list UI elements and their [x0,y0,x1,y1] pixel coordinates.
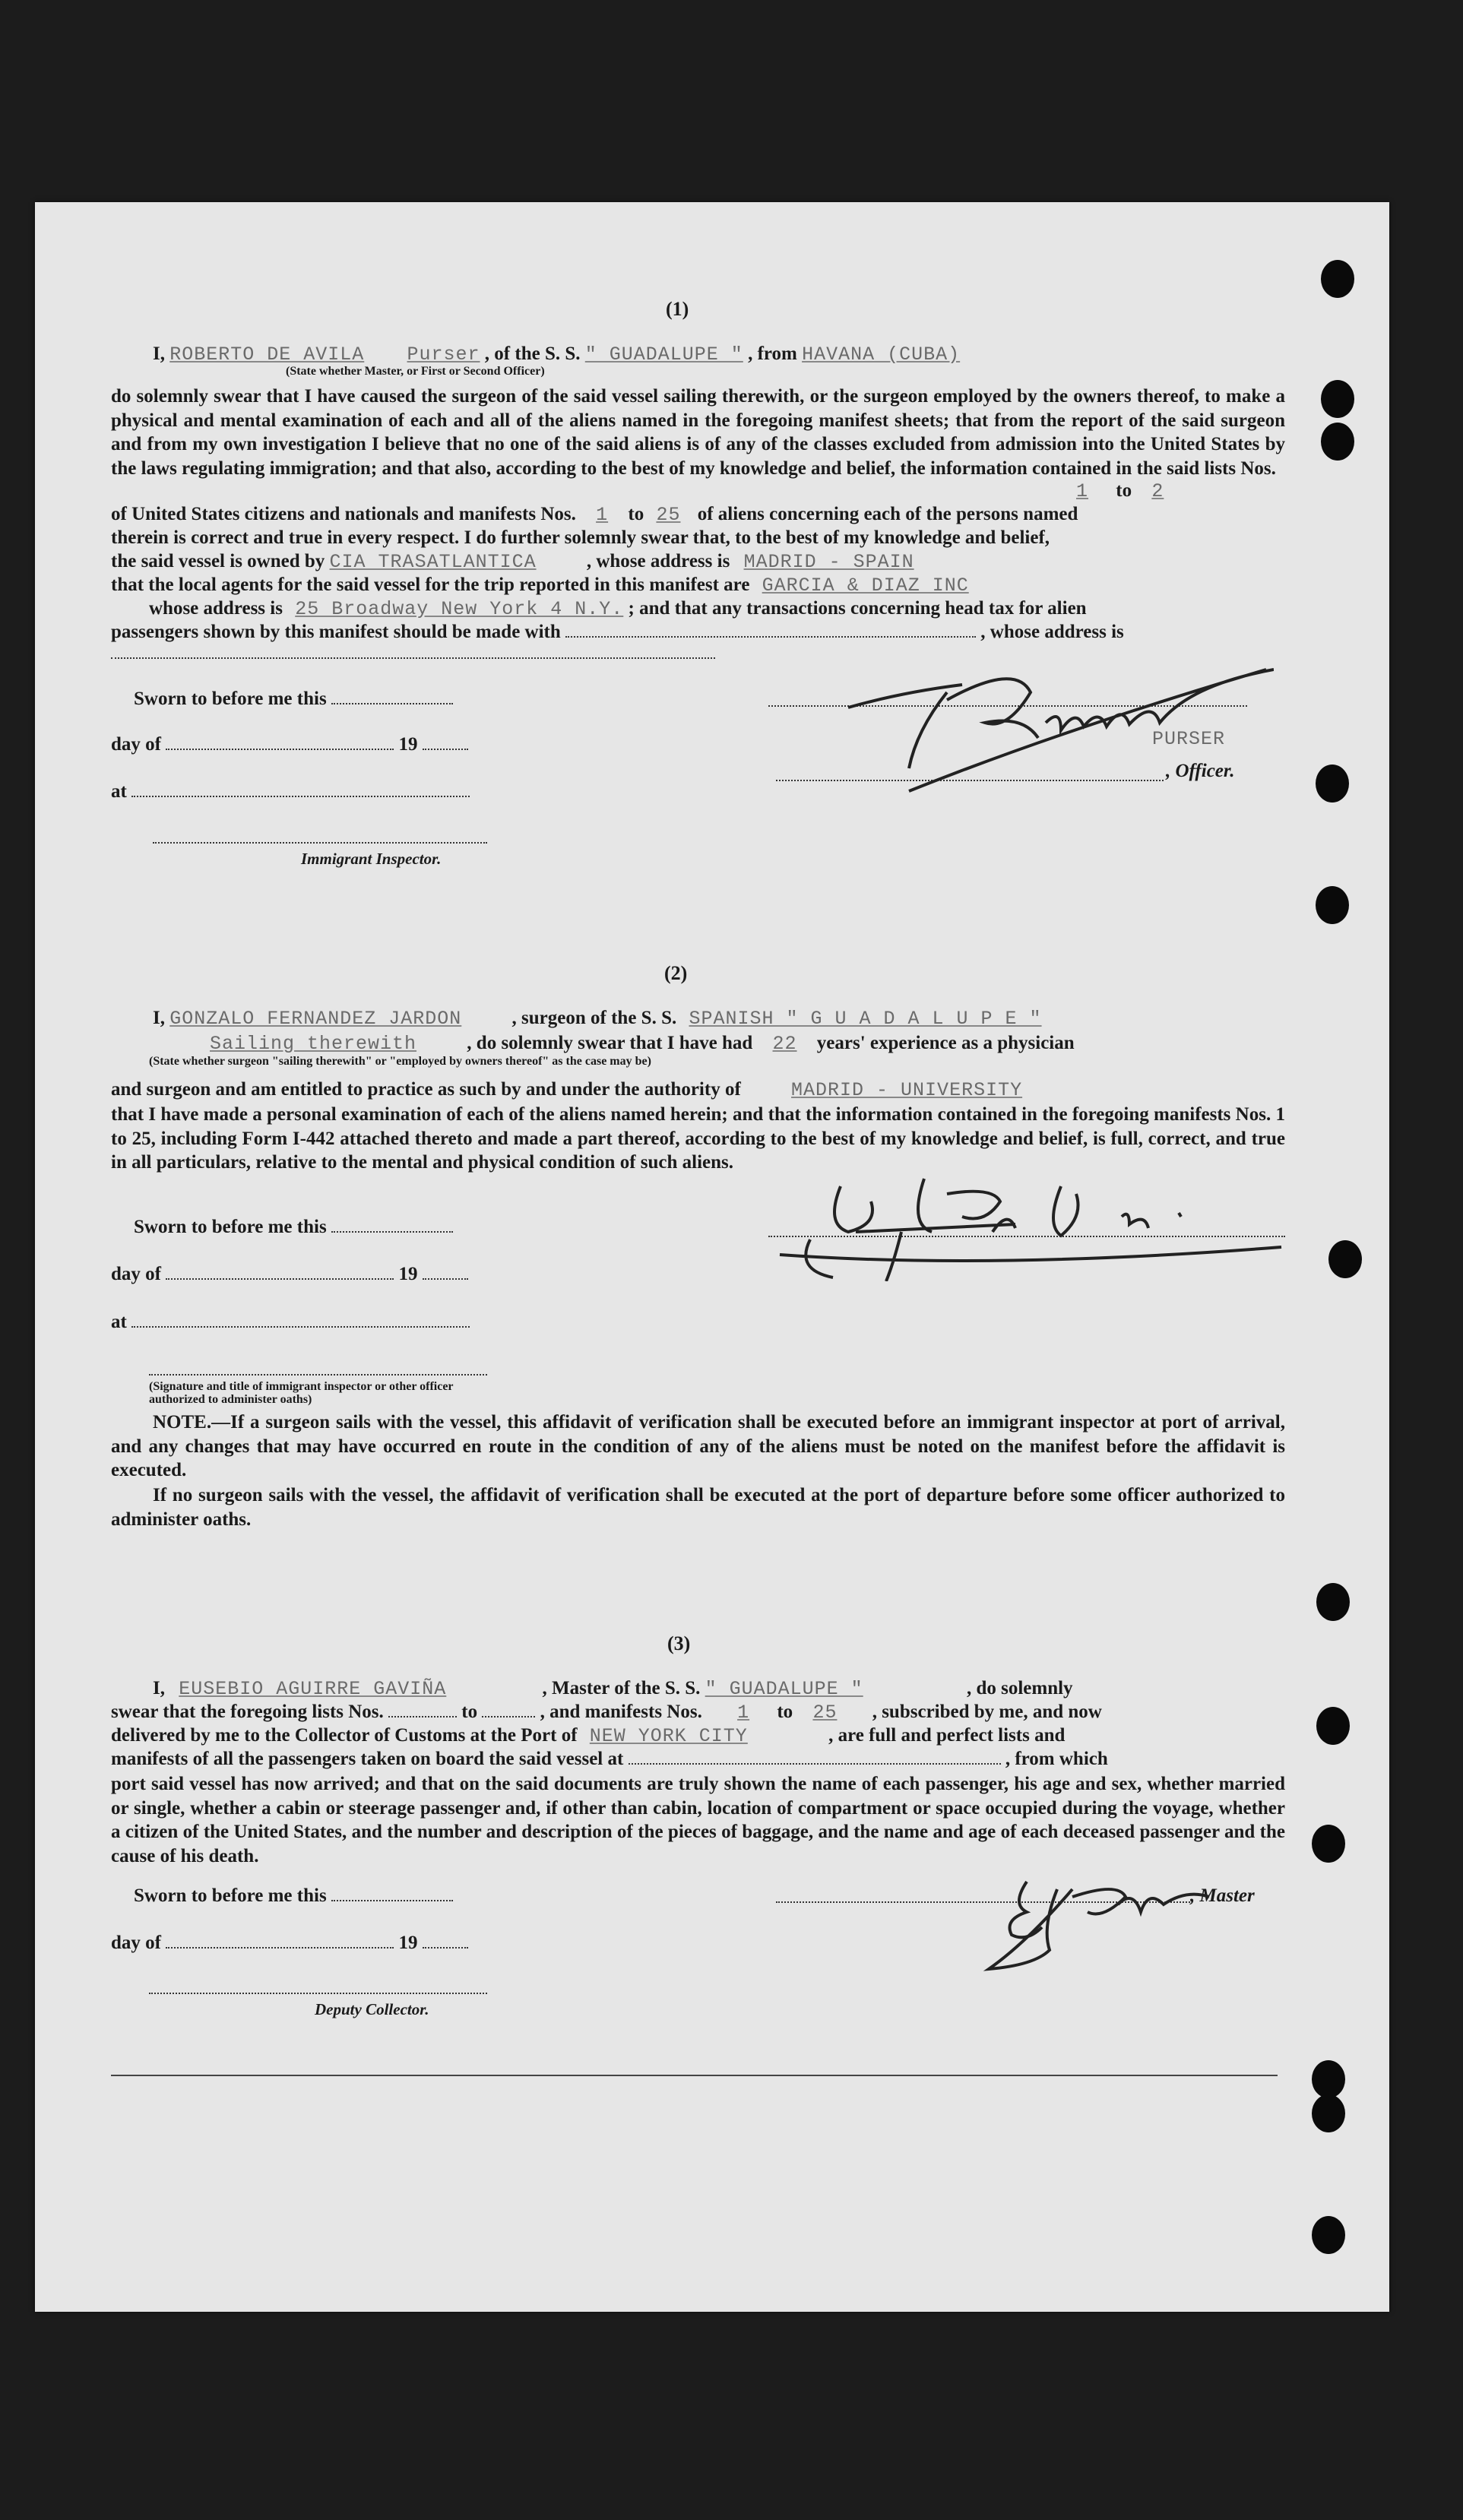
day-field [166,749,394,750]
correct-true-line: therein is correct and true in every respect. I do further solemnly swear that, to the best of my knowledge and belief, [111,527,1050,548]
day-of-label: day of [111,1264,161,1284]
surgeon-signature [765,1156,1297,1281]
officer-rank: Purser [407,343,480,366]
manifests-to: 25 [812,1702,838,1724]
oath-prefix: I, [153,343,165,364]
at-field [131,1326,470,1328]
head-tax-label: passengers shown by this manifest should be made with [111,622,561,642]
section-1-oath-line [153,343,960,366]
agents-address-line [111,598,1087,620]
year-label: 19 [398,1933,418,1953]
day-line-1 [111,734,468,755]
bottom-rule [111,2075,1278,2076]
collector-label: delivered by me to the Collector of Customs at the Port of [111,1725,578,1746]
port-line [111,1725,1065,1747]
year-field [423,1947,468,1949]
binder-hole [1321,260,1354,298]
label-to: to [1116,480,1132,501]
binder-hole [1316,765,1349,803]
binder-hole [1316,1707,1350,1745]
port-of-arrival: NEW YORK CITY [589,1725,748,1747]
day-of-label: day of [111,1933,161,1953]
vessel-name: " GUADALUPE " [584,343,743,366]
day-line-2 [111,1264,468,1285]
sworn-label: Sworn to before me this [134,1217,327,1237]
head-tax-field [565,636,976,638]
master-line [153,1678,1073,1700]
port-from: HAVANA (CUBA) [802,343,961,366]
day-line-3 [111,1933,468,1954]
years-suffix: years' experience as a physician [816,1033,1075,1053]
lists-from-field [388,1716,457,1717]
owned-by-label: the said vessel is owned by [111,551,325,571]
binder-hole [1312,2094,1345,2132]
vessel-name: " GUADALUPE " [705,1678,863,1700]
label-to: to [461,1702,478,1722]
manifests-line [111,504,1078,526]
label-from: , from [748,343,797,364]
master-of-ss-label: , Master of the S. S. [542,1678,701,1698]
oath-prefix: I, [153,1008,165,1028]
owner-name: CIA TRASATLANTICA [329,551,537,573]
rank-caption: (State whether Master, or First or Second Officer) [286,365,545,378]
vessel-name: SPANISH " G U A D A L U P E " [689,1008,1042,1030]
manifest-page [35,202,1389,2312]
sworn-line-2 [134,1217,453,1238]
binder-hole [1312,1825,1345,1863]
swear-years-label: , do solemnly swear that I have had [467,1033,753,1053]
note-label: NOTE. [153,1412,212,1433]
manifests-suffix: of aliens concerning each of the persons named [697,504,1078,524]
purser-stamp: PURSER [1152,728,1226,750]
officer-caption: , Officer. [1166,761,1235,781]
sworn-label: Sworn to before me this [134,689,327,709]
section-2-paragraph: that I have made a personal examination of each of the aliens named herein; and that the information contained in the foregoing manifests Nos. 1 to 25, including Form I-442 attached thereto and made a part thereof, according to the best of my knowledge and belief, is full, correct, and true in all particulars, relative to the mental and physical condition of such aliens. [111,1104,1285,1173]
day-field [166,1278,394,1280]
label-to: to [628,504,644,524]
taken-on-board-label: manifests of all the passengers taken on board the said vessel at [111,1749,624,1769]
surgeon-inspector-line [149,1374,487,1376]
lists-from: 1 [1076,480,1089,502]
sworn-date-field [331,1900,453,1901]
sworn-date-field [331,1231,453,1233]
whose-address-label: , whose address is [586,551,730,571]
master-name: EUSEBIO AGUIRRE GAVIÑA [179,1678,447,1700]
sworn-date-field [331,703,453,704]
binder-hole [1328,1240,1362,1278]
at-line-2 [111,1312,470,1333]
sworn-line-3 [134,1885,453,1907]
label-to: to [777,1702,793,1722]
agents-address: 25 Broadway New York 4 N.Y. [295,598,624,620]
owner-line [111,551,914,573]
agents-name: GARCIA & DIAZ INC [762,575,969,597]
deputy-signature-line [149,1993,487,1994]
manifests-from: 1 [596,504,609,526]
section-2-number: (2) [664,962,688,984]
purser-signature [833,639,1274,799]
manifests-to: 25 [656,504,681,526]
at-field [131,796,470,797]
do-solemnly-label: , do solemnly [966,1678,1073,1698]
whose-address-label-2: , whose address is [980,622,1124,642]
lists-line-3 [111,1702,1102,1724]
lists-to: 2 [1151,480,1164,502]
section-1-paragraph: do solemnly swear that I have caused the surgeon of the said vessel sailing therewith, or the surgeon employed by the owners thereof, to make a physical and mental examination of each and all of the aliens named in the foregoing manifest sheets; that from the report of the said surgeon and from my own investigation I believe that no one of the said aliens is of any of the classes excluded from admission into the United States by the laws regulating immigration; and that also, according to the best of my knowledge and belief, the information contained in the said lists Nos. [111,386,1285,479]
binder-hole [1321,380,1354,418]
surgeon-of-ss-label: , surgeon of the S. S. [511,1008,677,1028]
perfect-lists-label: , are full and perfect lists and [828,1725,1066,1746]
and-manifests-label: , and manifests Nos. [540,1702,702,1722]
head-tax-intro: ; and that any transactions concerning head tax for alien [628,598,1087,619]
sworn-line-1 [134,689,453,710]
at-label: at [111,781,127,802]
inspector-signature-line [153,842,487,844]
lists-to-field [482,1716,535,1717]
note2-paragraph: If no surgeon sails with the vessel, the affidavit of verification shall be executed at the port of departure before some officer authorized to administer oaths. [111,1485,1285,1530]
owner-address: MADRID - SPAIN [743,551,914,573]
sailing-line [111,1033,1075,1055]
from-which-label: , from which [1005,1749,1108,1769]
binder-hole [1312,2216,1345,2254]
day-field [166,1947,394,1949]
year-field [423,749,468,750]
binder-hole [1316,886,1349,924]
port-embarked-field [629,1763,1001,1765]
oath-prefix: I, [153,1678,165,1698]
sailing-caption: (State whether surgeon "sailing therewith" or "employed by owners thereof" as the case may be) [149,1055,651,1068]
subscribed-label: , subscribed by me, and now [872,1702,1102,1722]
day-of-label: day of [111,734,161,755]
agents-line [111,575,969,597]
binder-hole [1312,2060,1345,2098]
section-3-number: (3) [667,1632,691,1654]
binder-hole [1316,1583,1350,1621]
head-tax-field-2 [111,657,715,659]
agents-address-label: whose address is [149,598,283,619]
section-3-paragraph: port said vessel has now arrived; and that on the said documents are truly shown the name of each passenger, his age and sex, whether married or single, whether a cabin or steerage passenger and, if other than cabin, location of compartment or space occupied during the voyage, whether a citizen of the United States, and the number and description of the pieces of baggage, and the name and age of each deceased passenger and the cause of his death. [111,1774,1285,1866]
master-signature [966,1859,1217,1973]
surgeon-name: GONZALO FERNANDEZ JARDON [169,1008,462,1030]
sworn-label: Sworn to before me this [134,1885,327,1906]
officer-name: ROBERTO DE AVILA [169,343,365,366]
at-line-1 [111,781,470,803]
inspector-caption: Immigrant Inspector. [301,850,442,868]
section-1-number: (1) [666,298,689,320]
authority-label: and surgeon and am entitled to practice as such by and under the authority of [111,1079,741,1100]
sailing-status: Sailing therewith [210,1033,417,1055]
deputy-caption: Deputy Collector. [315,2000,429,2018]
years-experience: 22 [772,1033,797,1055]
year-field [423,1278,468,1280]
at-label: at [111,1312,127,1332]
taken-on-board-line [111,1749,1108,1770]
lists-range [1076,480,1164,502]
binder-hole [1321,423,1354,461]
head-tax-continuation [111,643,715,664]
authority-line [111,1079,1022,1101]
note-text: —If a surgeon sails with the vessel, this affidavit of verification shall be executed before an immigrant inspector at port of arrival, and any changes that may have occurred en route in the condition of any of the aliens must be noted on the manifest before the affidavit is executed. [111,1412,1285,1480]
surgeon-line [153,1008,1042,1030]
manifests-from: 1 [737,1702,750,1724]
note-paragraph [111,1410,1285,1483]
master-caption: , Master [1190,1885,1255,1906]
lists-label: swear that the foregoing lists Nos. [111,1702,384,1722]
year-label: 19 [398,1264,418,1284]
label-of-the-ss: , of the S. S. [484,343,581,364]
agents-label: that the local agents for the said vessel for the trip reported in this manifest are [111,575,750,595]
authority-name: MADRID - UNIVERSITY [791,1079,1023,1101]
sig-caption: (Signature and title of immigrant inspector or other officer authorized to administer oaths) [149,1380,454,1406]
year-label: 19 [398,734,418,755]
manifests-prefix: of United States citizens and nationals and manifests Nos. [111,504,576,524]
